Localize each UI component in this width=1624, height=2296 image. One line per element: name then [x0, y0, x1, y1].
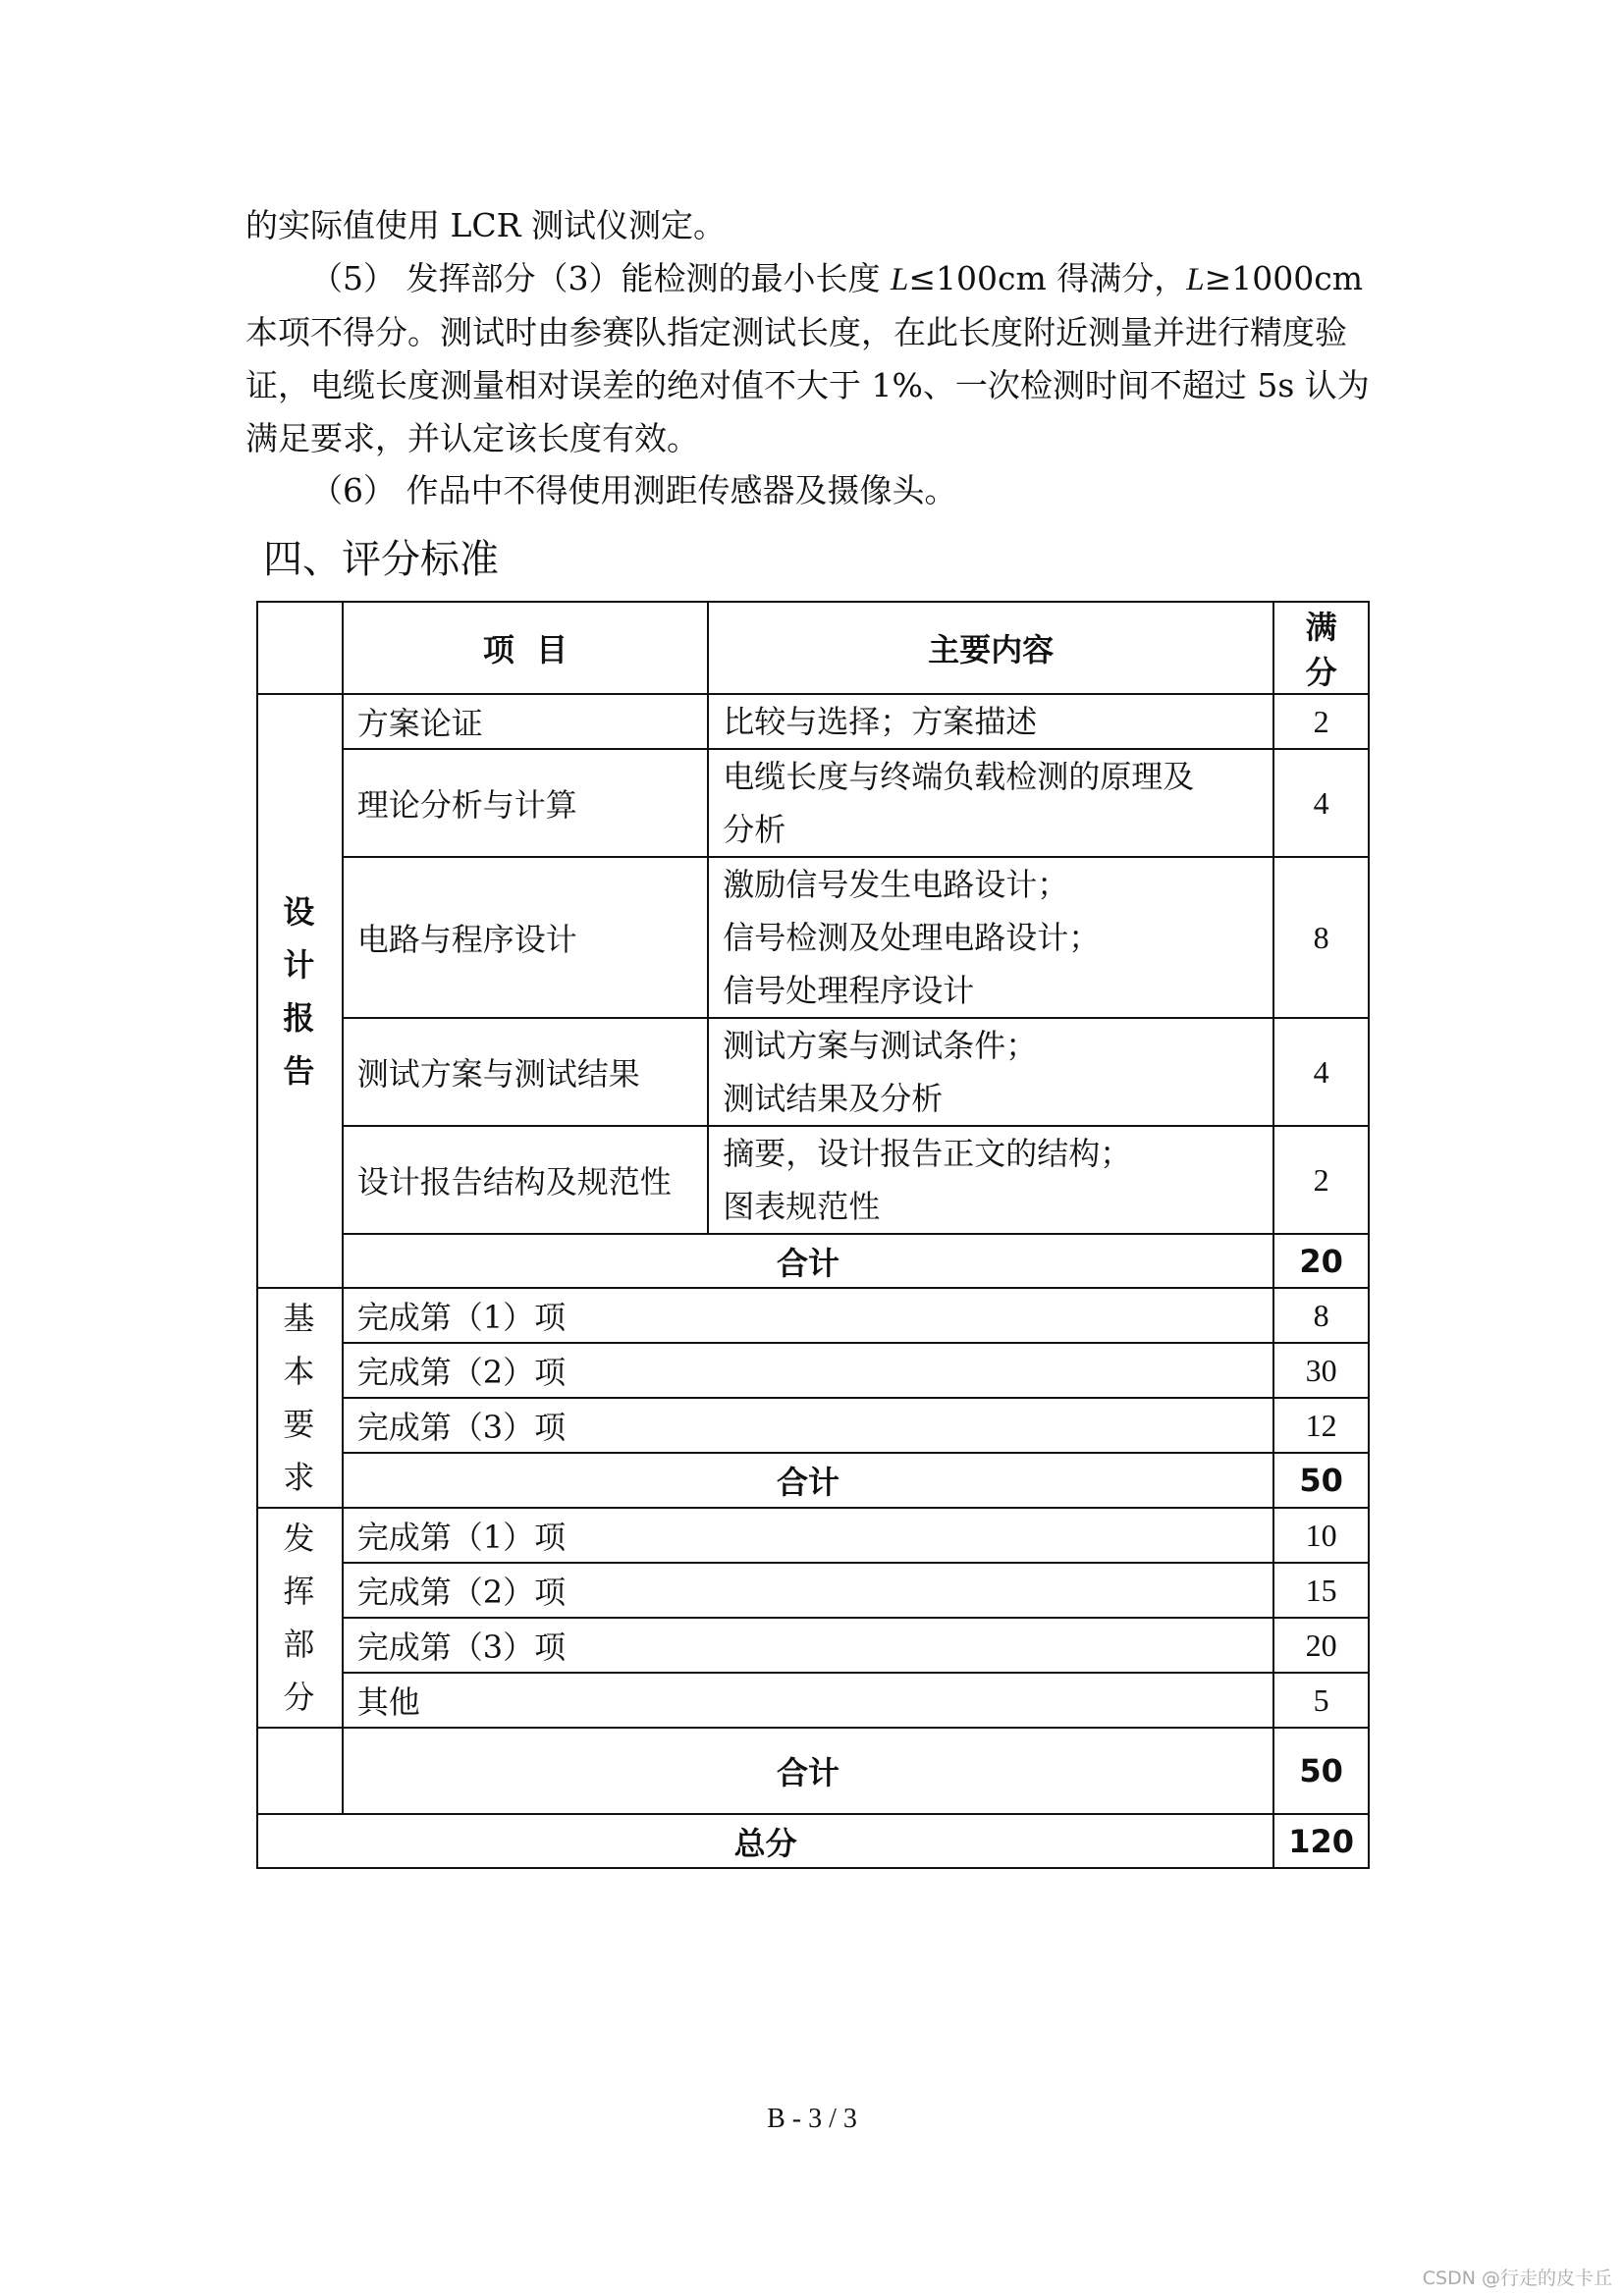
score-cell: 8 — [1273, 1288, 1369, 1343]
table-row — [257, 1126, 1369, 1234]
category-advanced-line1: 发挥 — [283, 1520, 317, 1610]
content-cell — [708, 749, 1273, 857]
table-row — [257, 1618, 1369, 1673]
subtotal-row — [257, 1728, 1369, 1814]
score-cell: 15 — [1273, 1563, 1369, 1618]
category-design-report — [257, 694, 343, 1288]
score-cell: 5 — [1273, 1673, 1369, 1728]
score-cell: 2 — [1273, 1126, 1369, 1234]
item-cell: 测试方案与测试结果 — [343, 1018, 709, 1126]
total-label: 总分 — [257, 1814, 1273, 1868]
content-cell — [708, 857, 1273, 1018]
score-cell: 8 — [1273, 857, 1369, 1018]
content-line: 摘要，设计报告正文的结构； — [723, 1135, 1132, 1172]
header-score: 满 分 — [1273, 602, 1369, 694]
paragraph-continuation: 的实际值使用 LCR 测试仪测定。 — [245, 206, 726, 244]
subtotal-label: 合计 — [343, 1453, 1274, 1508]
section-title: 四、评分标准 — [263, 537, 499, 582]
category-advanced — [257, 1508, 343, 1728]
category-basic-line1: 基本 — [283, 1300, 317, 1390]
paragraph-item-5 — [245, 252, 1384, 465]
paragraph-item-5-part-a: （5） 发挥部分（3）能检测的最小长度 — [310, 259, 891, 297]
score-cell: 4 — [1273, 749, 1369, 857]
item-cell: 完成第（1）项 — [343, 1288, 1274, 1343]
category-design-line1: 设计 — [283, 892, 317, 984]
item-cell: 完成第（2）项 — [343, 1563, 1274, 1618]
subtotal-score: 20 — [1273, 1234, 1369, 1288]
item-cell: 完成第（3）项 — [343, 1398, 1274, 1453]
content-line: 比较与选择；方案描述 — [723, 703, 1038, 740]
variable-l-1: L — [890, 262, 909, 297]
table-row — [257, 694, 1369, 749]
content-line: 分析 — [723, 811, 786, 848]
table-row — [257, 1508, 1369, 1563]
table-row — [257, 857, 1369, 1018]
item-cell: 完成第（2）项 — [343, 1343, 1274, 1398]
page-number: B - 3 / 3 — [767, 2104, 857, 2134]
total-row — [257, 1814, 1369, 1868]
score-cell: 20 — [1273, 1618, 1369, 1673]
score-cell: 30 — [1273, 1343, 1369, 1398]
paragraph-item-5-part-c: ≥1000cm 本项不得分。测试时由参赛队指定测试长度，在此长度附近测量并进行精度验证，电缆长度测量相对误差的绝对值不大于 1%、一次检测时间不超过 5s 认为满足要求，并认定该长度有效。 — [245, 259, 1370, 457]
item-cell: 完成第（1）项 — [343, 1508, 1274, 1563]
score-cell: 10 — [1273, 1508, 1369, 1563]
item-cell: 设计报告结构及规范性 — [343, 1126, 709, 1234]
table-row — [257, 1673, 1369, 1728]
content-line: 图表规范性 — [723, 1188, 881, 1225]
score-cell: 4 — [1273, 1018, 1369, 1126]
score-cell: 2 — [1273, 694, 1369, 749]
category-design-line2: 报告 — [283, 998, 317, 1090]
item-cell: 完成第（3）项 — [343, 1618, 1274, 1673]
category-basic-line2: 要求 — [283, 1406, 317, 1496]
subtotal-label: 合计 — [343, 1234, 1274, 1288]
content-cell — [708, 1018, 1273, 1126]
variable-l-2: L — [1186, 262, 1205, 297]
subtotal-score: 50 — [1273, 1453, 1369, 1508]
table-row — [257, 1563, 1369, 1618]
table-row — [257, 1288, 1369, 1343]
table-header-row — [257, 602, 1369, 694]
category-basic — [257, 1288, 343, 1508]
item-cell: 电路与程序设计 — [343, 857, 709, 1018]
item-cell: 方案论证 — [343, 694, 709, 749]
table-row — [257, 1018, 1369, 1126]
paragraph-item-5-part-b: ≤100cm 得满分， — [908, 259, 1187, 297]
watermark: CSDN @行走的皮卡丘 — [1422, 2268, 1612, 2289]
scoring-table — [256, 601, 1370, 1869]
header-blank-cell — [257, 602, 343, 694]
content-line: 测试结果及分析 — [723, 1080, 944, 1117]
content-line: 激励信号发生电路设计； — [723, 866, 1069, 903]
content-cell — [708, 1126, 1273, 1234]
table-row — [257, 1398, 1369, 1453]
subtotal-label: 合计 — [343, 1728, 1274, 1814]
total-score: 120 — [1273, 1814, 1369, 1868]
subtotal-blank-cell — [257, 1728, 343, 1814]
subtotal-row — [257, 1234, 1369, 1288]
paragraph-item-6: （6） 作品中不得使用测距传感器及摄像头。 — [310, 471, 957, 509]
content-line: 电缆长度与终端负载检测的原理及 — [723, 758, 1195, 795]
subtotal-score: 50 — [1273, 1728, 1369, 1814]
subtotal-row — [257, 1453, 1369, 1508]
category-advanced-line2: 部分 — [283, 1626, 317, 1716]
table-row — [257, 749, 1369, 857]
content-line: 信号检测及处理电路设计； — [723, 919, 1101, 956]
item-cell: 理论分析与计算 — [343, 749, 709, 857]
content-line: 测试方案与测试条件； — [723, 1027, 1038, 1064]
header-item: 项 目 — [343, 602, 709, 694]
header-content: 主要内容 — [708, 602, 1273, 694]
item-cell: 其他 — [343, 1673, 1274, 1728]
content-line: 信号处理程序设计 — [723, 972, 975, 1009]
score-cell: 12 — [1273, 1398, 1369, 1453]
table-row — [257, 1343, 1369, 1398]
content-cell — [708, 694, 1273, 749]
